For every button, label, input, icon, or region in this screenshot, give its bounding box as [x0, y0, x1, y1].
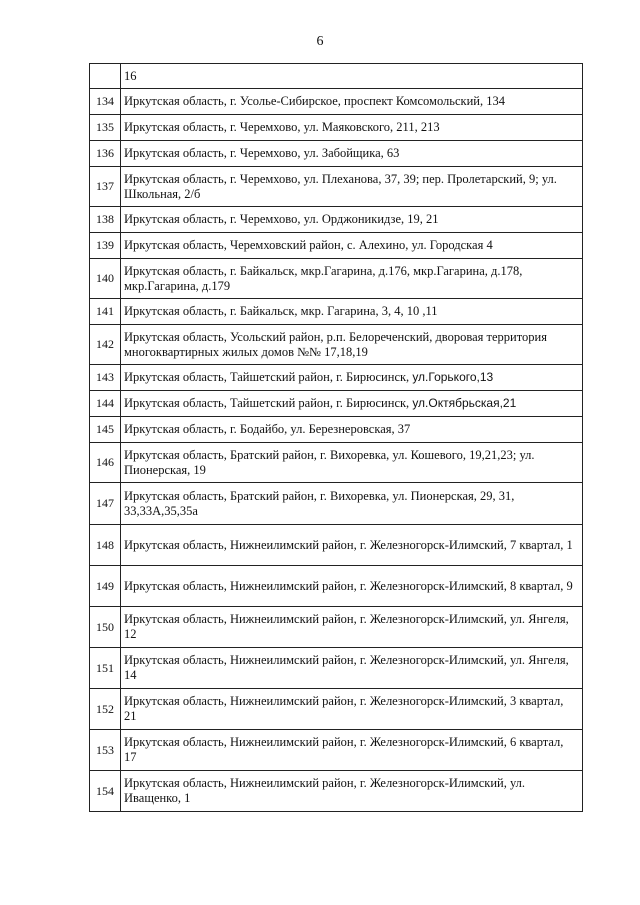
address-street: ул.Горького,13 [412, 370, 494, 384]
row-number: 134 [90, 89, 121, 115]
table-row [90, 771, 583, 812]
row-address: Иркутская область, Черемховский район, с. Алехино, ул. Городская 4 [121, 233, 583, 259]
address-main: Иркутская область, Тайшетский район, г. Бирюсинск, [124, 370, 410, 384]
row-address: Иркутская область, Нижнеилимский район, г. Железногорск-Илимский, ул. Янгеля, 14 [121, 648, 583, 689]
row-number: 138 [90, 207, 121, 233]
row-number: 144 [90, 391, 121, 417]
row-address: Иркутская область, г. Байкальск, мкр. Гагарина, 3, 4, 10 ,11 [121, 299, 583, 325]
row-number: 135 [90, 115, 121, 141]
row-address: Иркутская область, Нижнеилимский район, г. Железногорск-Илимский, 7 квартал, 1 [121, 525, 583, 566]
row-number: 136 [90, 141, 121, 167]
table-row [90, 259, 583, 299]
row-number: 141 [90, 299, 121, 325]
page-number: 6 [316, 34, 324, 49]
row-address: Иркутская область, Нижнеилимский район, г. Железногорск-Илимский, ул. Иващенко, 1 [121, 771, 583, 812]
table-row [90, 730, 583, 771]
row-number: 154 [90, 771, 121, 812]
table-row [90, 233, 583, 259]
row-address: Иркутская область, г. Черемхово, ул. Забойщика, 63 [121, 141, 583, 167]
row-number: 151 [90, 648, 121, 689]
address-main: Иркутская область, Тайшетский район, г. Бирюсинск, [124, 396, 410, 410]
row-address: Иркутская область, г. Бодайбо, ул. Березнеровская, 37 [121, 417, 583, 443]
row-number: 153 [90, 730, 121, 771]
table-row [90, 299, 583, 325]
row-number: 149 [90, 566, 121, 607]
table-row [90, 525, 583, 566]
row-address: Иркутская область, Нижнеилимский район, г. Железногорск-Илимский, 6 квартал, 17 [121, 730, 583, 771]
row-number: 140 [90, 259, 121, 299]
row-number: 137 [90, 167, 121, 207]
row-address [121, 391, 583, 417]
table-row [90, 607, 583, 648]
row-number: 150 [90, 607, 121, 648]
row-address: Иркутская область, Нижнеилимский район, г. Железногорск-Илимский, 8 квартал, 9 [121, 566, 583, 607]
row-address: Иркутская область, г. Черемхово, ул. Орджоникидзе, 19, 21 [121, 207, 583, 233]
row-address: Иркутская область, Нижнеилимский район, г. Железногорск-Илимский, 3 квартал, 21 [121, 689, 583, 730]
table-row [90, 417, 583, 443]
row-address [121, 365, 583, 391]
row-number: 148 [90, 525, 121, 566]
table-row [90, 115, 583, 141]
row-number: 143 [90, 365, 121, 391]
row-address: Иркутская область, г. Усолье-Сибирское, проспект Комсомольский, 134 [121, 89, 583, 115]
row-address: Иркутская область, г. Байкальск, мкр.Гагарина, д.176, мкр.Гагарина, д.178, мкр.Гагарина, д.179 [121, 259, 583, 299]
row-number: 146 [90, 443, 121, 483]
table-row [90, 566, 583, 607]
table-row [90, 443, 583, 483]
table-header-row [90, 64, 583, 89]
row-address: Иркутская область, Братский район, г. Вихоревка, ул. Пионерская, 29, 31, 33,33А,35,35а [121, 483, 583, 525]
header-value-cell: 16 [121, 64, 583, 89]
table-row [90, 207, 583, 233]
table-row [90, 89, 583, 115]
table-row [90, 325, 583, 365]
row-number: 142 [90, 325, 121, 365]
table-row [90, 391, 583, 417]
table-row [90, 141, 583, 167]
row-address: Иркутская область, Нижнеилимский район, г. Железногорск-Илимский, ул. Янгеля, 12 [121, 607, 583, 648]
address-street: ул.Октябрьская,21 [412, 396, 517, 410]
table-row [90, 648, 583, 689]
row-address: Иркутская область, Братский район, г. Вихоревка, ул. Кошевого, 19,21,23; ул. Пионерская, 19 [121, 443, 583, 483]
row-number: 152 [90, 689, 121, 730]
header-num-cell [90, 64, 121, 89]
table-row [90, 483, 583, 525]
row-number: 139 [90, 233, 121, 259]
row-address: Иркутская область, г. Черемхово, ул. Плеханова, 37, 39; пер. Пролетарский, 9; ул. Школьная, 2/б [121, 167, 583, 207]
row-address: Иркутская область, г. Черемхово, ул. Маяковского, 211, 213 [121, 115, 583, 141]
row-number: 147 [90, 483, 121, 525]
table-row [90, 689, 583, 730]
row-address: Иркутская область, Усольский район, р.п. Белореченский, дворовая территория многоквартирных жилых домов №№ 17,18,19 [121, 325, 583, 365]
row-number: 145 [90, 417, 121, 443]
table-row [90, 365, 583, 391]
table-row [90, 167, 583, 207]
address-table [89, 63, 583, 812]
